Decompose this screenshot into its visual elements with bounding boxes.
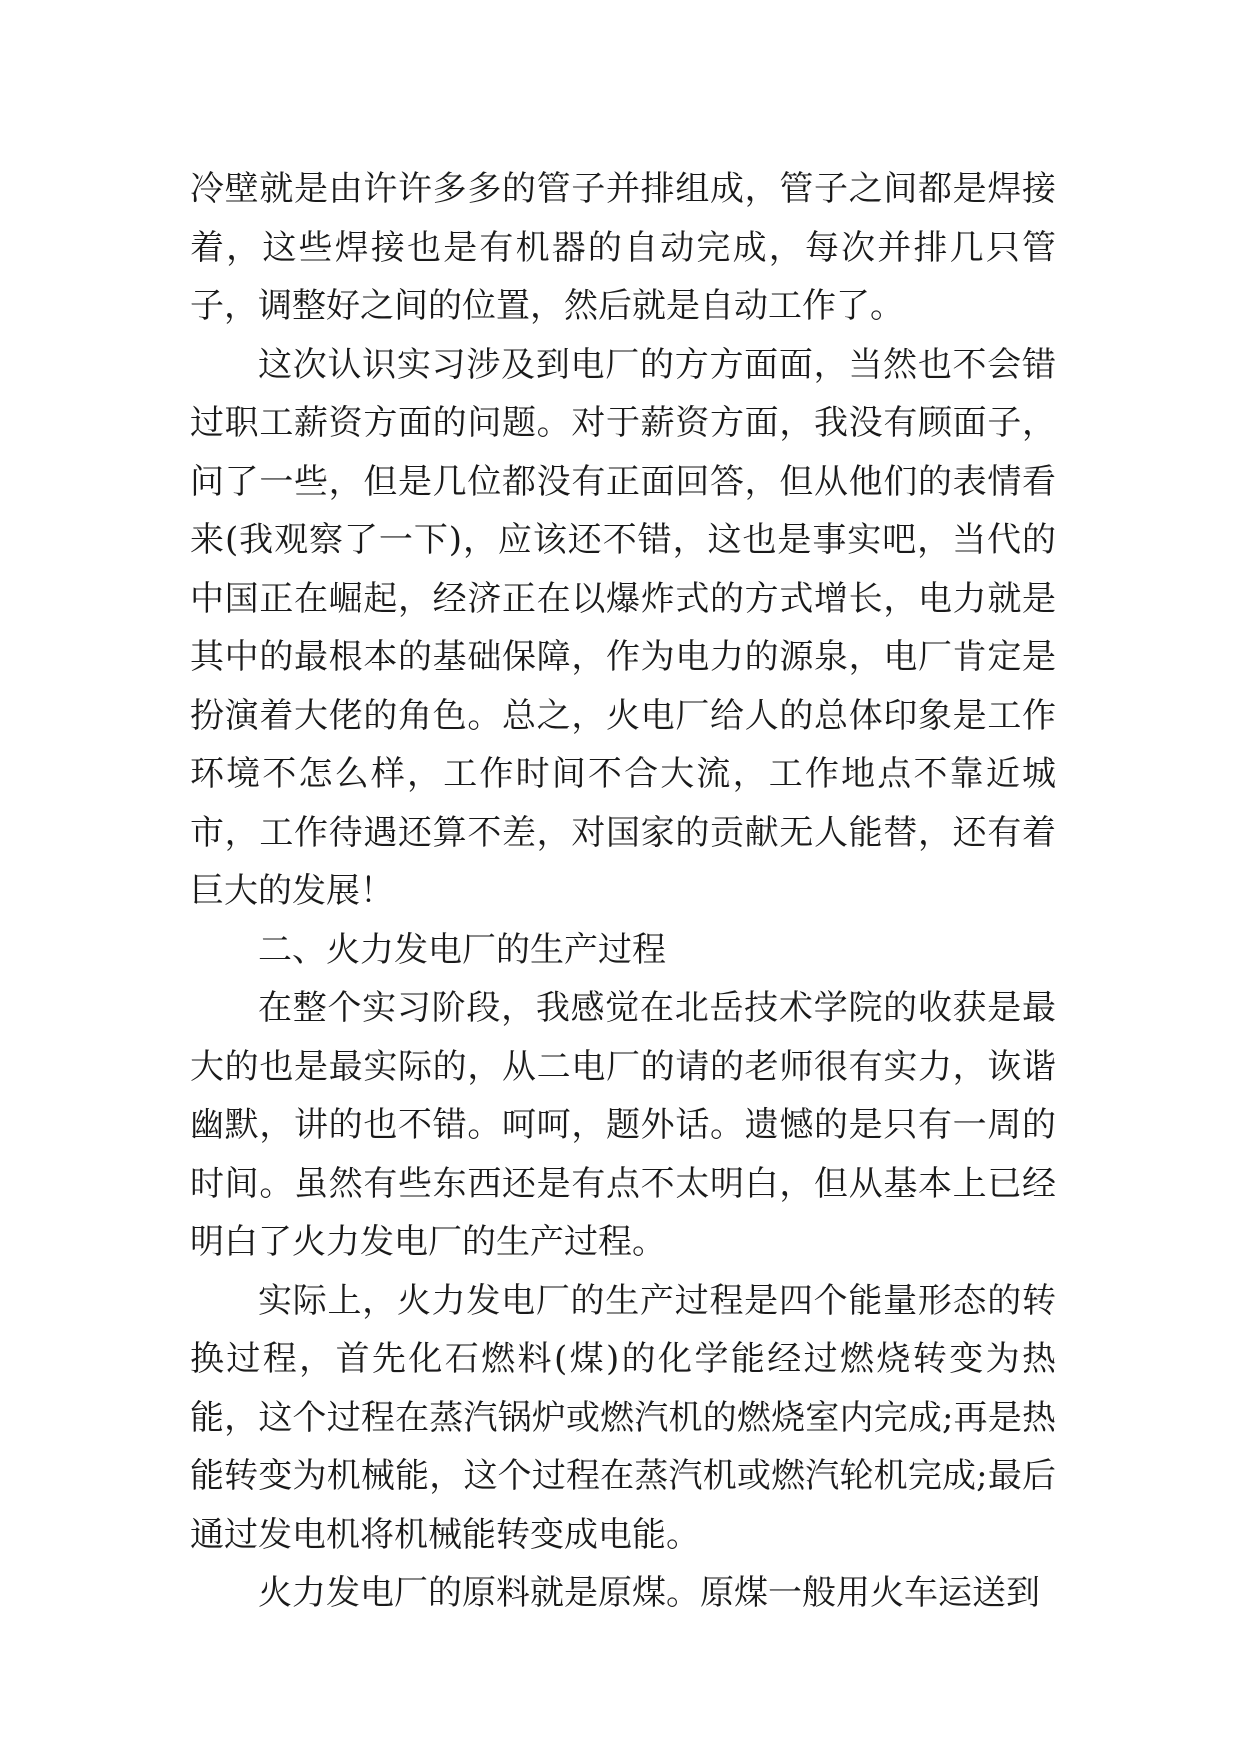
document-page (190, 160, 1056, 1623)
paragraph-internship: 在整个实习阶段，我感觉在北岳技术学院的收获是最大的也是最实际的，从二电厂的请的老师很有实力，诙谐幽默，讲的也不错。呵呵，题外话。遗憾的是只有一周的时间。虽然有些东西还是有点不太明白，但从基本上已经明白了火力发电厂的生产过程。 (190, 988, 1056, 1262)
section-heading-production-process: 二、火力发电厂的生产过程 (258, 929, 666, 970)
paragraph-raw-coal: 火力发电厂的原料就是原煤。原煤一般用火车运送到 (258, 1573, 1040, 1613)
paragraph-energy-conversion: 实际上，火力发电厂的生产过程是四个能量形态的转换过程，首先化石燃料(煤)的化学能经过燃烧转变为热能，这个过程在蒸汽锅炉或燃汽机的燃烧室内完成;再是热能转变为机械能，这个过程在蒸汽机或燃汽轮机完成;最后通过发电机将机械能转变成电能。 (190, 1280, 1057, 1555)
paragraph-water-wall: 冷壁就是由许许多多的管子并排组成，管子之间都是焊接着，这些焊接也是有机器的自动完成，每次并排几只管子，调整好之间的位置，然后就是自动工作了。 (190, 169, 1056, 326)
paragraph-salary: 这次认识实习涉及到电厂的方方面面，当然也不会错过职工薪资方面的问题。对于薪资方面，我没有顾面子，问了一些，但是几位都没有正面回答，但从他们的表情看来(我观察了一下)，应该还不错，这也是事实吧，当代的中国正在崛起，经济正在以爆炸式的方式增长，电力就是其中的最根本的基础保障，作为电力的源泉，电厂肯定是扮演着大佬的角色。总之，火电厂给人的总体印象是工作环境不怎么样，工作时间不合大流，工作地点不靠近城市，工作待遇还算不差，对国家的贡献无人能替，还有着巨大的发展！ (190, 344, 1056, 911)
